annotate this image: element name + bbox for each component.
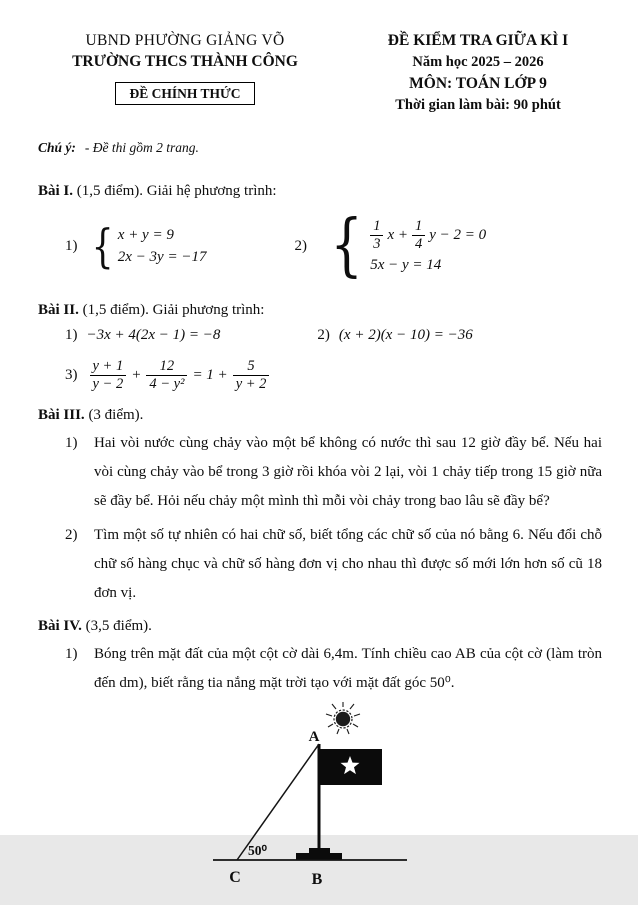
plus-operator: + xyxy=(131,366,142,383)
equals-part: = 1 + xyxy=(192,366,228,383)
section-bai1-heading xyxy=(38,183,600,200)
point-a-label: A xyxy=(308,729,320,746)
bai1-title: Bài I. xyxy=(38,183,74,199)
fraction-numerator: y + 1 xyxy=(92,358,124,374)
section-bai4-heading xyxy=(38,618,600,635)
section-bai3-heading xyxy=(38,407,600,424)
bai4-title: Bài IV. xyxy=(38,618,82,635)
system-1 xyxy=(65,219,207,273)
fraction-numerator: 12 xyxy=(159,358,175,374)
official-exam-stamp: ĐỀ CHÍNH THỨC xyxy=(115,82,254,105)
equation-part: x + xyxy=(387,226,409,243)
bai2-equation-3 xyxy=(65,358,638,392)
bai2-subtitle: (1,5 điểm). Giải phương trình: xyxy=(78,302,265,318)
item-text: Bóng trên mặt đất của một cột cờ dài 6,4m. Tính chiều cao AB của cột cờ (làm tròn đến dm), biết rằng tia nắng mặt trời tạo với mặt đất góc 50⁰. xyxy=(94,646,602,692)
equation-3-number: 3) xyxy=(65,366,78,383)
system-1-equations xyxy=(118,227,207,266)
item-number: 1) xyxy=(65,646,78,663)
note-line xyxy=(38,140,638,156)
equation-part: y − 2 = 0 xyxy=(429,226,487,243)
bai4-item-1 xyxy=(65,640,602,698)
equation: 2x − 3y = −17 xyxy=(117,248,207,265)
item-number: 2) xyxy=(65,527,78,544)
school-name: TRƯỜNG THCS THÀNH CÔNG xyxy=(72,53,298,70)
equation: −3x + 4(2x − 1) = −8 xyxy=(86,327,221,343)
fraction-numerator: 1 xyxy=(373,217,381,234)
fraction-denominator: 4 xyxy=(412,235,425,253)
flagpole-diagram xyxy=(180,700,480,900)
fraction xyxy=(412,218,425,252)
equation: x + y = 9 xyxy=(117,226,174,243)
equation-1-number: 1) xyxy=(65,327,78,343)
bai3-item-1 xyxy=(65,429,602,516)
sun-icon xyxy=(326,702,360,734)
fraction-denominator: 3 xyxy=(370,235,383,253)
bai3-title: Bài III. xyxy=(38,407,85,424)
equation: (x + 2)(x − 10) = −36 xyxy=(338,327,473,343)
left-brace-icon: { xyxy=(91,219,114,273)
item-number: 1) xyxy=(65,435,78,452)
equation-2 xyxy=(317,327,472,344)
fraction-denominator: y + 2 xyxy=(233,375,270,393)
header-left xyxy=(30,32,340,114)
subject: MÔN: TOÁN LỚP 9 xyxy=(409,75,547,92)
system-1-number: 1) xyxy=(65,237,78,254)
point-b-label: B xyxy=(311,871,323,889)
bai2-title: Bài II. xyxy=(38,302,79,318)
fraction-numerator: 5 xyxy=(247,358,255,374)
note-text: - Đề thi gồm 2 trang. xyxy=(84,140,199,155)
fraction xyxy=(233,358,270,392)
bai2-equations-row xyxy=(65,327,638,344)
issuing-authority: UBND PHƯỜNG GIẢNG VÕ xyxy=(85,32,285,49)
header-right xyxy=(344,32,612,114)
item-text: Tìm một số tự nhiên có hai chữ số, biết tổng các chữ số của nó bằng 6. Nếu đổi chỗ chữ số hàng chục và chữ số hàng đơn vị cho nhau thì được số mới lớn hơn số cũ 18 đơn vị. xyxy=(94,527,602,602)
exam-title: ĐỀ KIỂM TRA GIỮA KÌ I xyxy=(387,32,569,49)
system-2-equations xyxy=(370,218,486,274)
fraction-denominator: 4 − y² xyxy=(146,375,187,393)
bai1-subtitle: (1,5 điểm). Giải hệ phương trình: xyxy=(73,183,277,199)
fraction xyxy=(370,218,383,252)
system-2 xyxy=(294,206,487,285)
equation: 5x − y = 14 xyxy=(370,257,442,274)
fraction xyxy=(146,358,187,392)
note-label: Chú ý: xyxy=(38,140,76,155)
pedestal-top xyxy=(309,848,330,853)
equation-1 xyxy=(65,327,220,344)
bai1-systems-row xyxy=(65,204,638,288)
angle-label: 50⁰ xyxy=(248,843,267,859)
fraction-numerator: 1 xyxy=(415,217,423,234)
duration: Thời gian làm bài: 90 phút xyxy=(395,97,561,113)
school-year: Năm học 2025 – 2026 xyxy=(412,54,544,70)
point-c-label: C xyxy=(229,869,241,887)
bai3-subtitle: (3 điểm). xyxy=(84,407,144,424)
fraction xyxy=(90,358,127,392)
bai4-subtitle: (3,5 điểm). xyxy=(81,618,152,635)
equation xyxy=(370,218,486,252)
equation-2-number: 2) xyxy=(317,327,330,343)
bai3-item-2 xyxy=(65,521,602,608)
flagpole-figure xyxy=(180,700,480,900)
left-brace-icon: { xyxy=(330,206,363,285)
system-2-number: 2) xyxy=(294,237,307,254)
section-bai2-heading xyxy=(38,302,600,319)
item-text: Hai vòi nước cùng chảy vào một bể không có nước thì sau 12 giờ đầy bể. Nếu hai vòi cùng chảy vào bể trong 3 giờ rồi khóa vòi 2 lại, vòi 1 chảy tiếp trong 15 giờ nữa sẽ đầy bể. Hỏi nếu chảy một mình thì mỗi vòi chảy trong bao lâu sẽ đầy bể? xyxy=(94,435,602,510)
header xyxy=(0,0,638,114)
pedestal-base xyxy=(296,853,342,860)
fraction-denominator: y − 2 xyxy=(90,375,127,393)
